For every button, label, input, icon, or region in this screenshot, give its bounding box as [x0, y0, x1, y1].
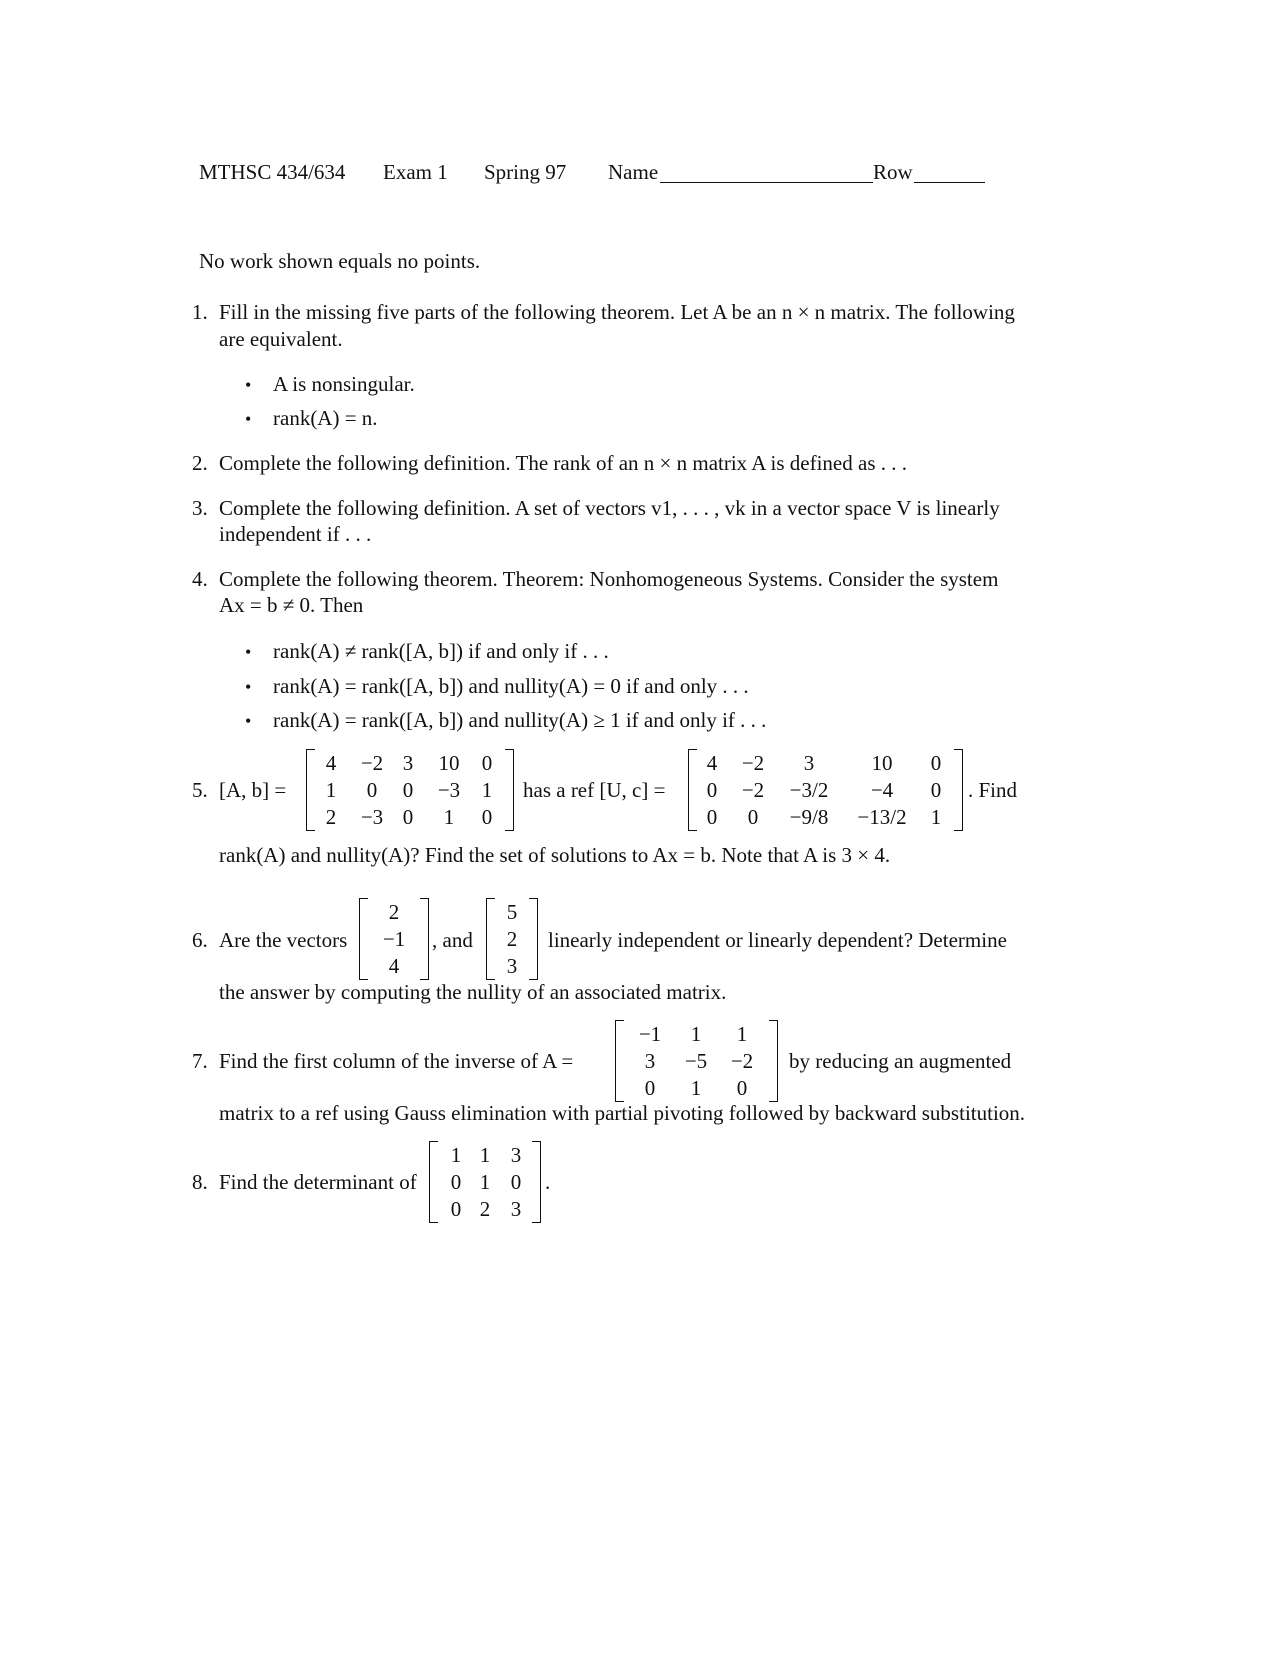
q6-pre-text: Are the vectors [219, 928, 348, 952]
matrix-entry: 0 [736, 1076, 748, 1100]
matrix-entry: 0 [930, 778, 942, 802]
matrix-entry: −3/2 [789, 778, 829, 802]
matrix-entry: 0 [510, 1170, 522, 1194]
matrix-entry: 4 [706, 751, 718, 775]
q1-number: 1. [192, 300, 208, 324]
matrix-entry: 1 [325, 778, 337, 802]
matrix-a [615, 1020, 778, 1102]
q4-bullet-2 [245, 672, 749, 701]
bullet-icon: • [245, 711, 252, 731]
matrix-entry: 0 [402, 778, 414, 802]
matrix-entry: 5 [506, 900, 518, 924]
q4-bullet-1-text: rank(A) ≠ rank([A, b]) if and only if . . . [273, 639, 609, 663]
matrix-entry: 1 [690, 1076, 702, 1100]
q2-number: 2. [192, 451, 208, 475]
exam-title: Exam 1 [383, 160, 448, 184]
matrix-entry: −2 [741, 778, 765, 802]
q6-text-line2: the answer by computing the nullity of an associated matrix. [219, 980, 727, 1004]
matrix-entry: −3 [360, 805, 384, 829]
right-bracket [769, 1020, 778, 1102]
matrix-entry: −2 [730, 1049, 754, 1073]
matrix-entry: 2 [506, 927, 518, 951]
matrix-a-b [306, 749, 514, 831]
matrix-entry: −4 [870, 778, 894, 802]
matrix-entry: 0 [481, 805, 493, 829]
matrix-entry: −2 [741, 751, 765, 775]
bullet-icon: • [245, 409, 252, 429]
q5-tail-text: . Find [968, 778, 1018, 802]
matrix-entry: 2 [325, 805, 337, 829]
matrix-entry: 10 [871, 751, 893, 775]
q7-pre-text: Find the first column of the inverse of A = [219, 1049, 574, 1073]
bullet-icon: • [245, 375, 252, 395]
q4-bullet-2-text: rank(A) = rank([A, b]) and nullity(A) = 0 if and only . . . [273, 674, 749, 698]
q3-text-line2: independent if . . . [219, 522, 372, 546]
matrix-determinant [429, 1141, 541, 1223]
matrix-entry: 0 [402, 805, 414, 829]
matrix-entry: 2 [479, 1197, 491, 1221]
q1-text-line2: are equivalent. [219, 327, 343, 351]
q4-text-line2: Ax = b ≠ 0. Then [219, 593, 364, 617]
q1-bullet-1-text: A is nonsingular. [273, 372, 415, 396]
row-blank[interactable] [914, 182, 985, 183]
matrix-entry: −5 [684, 1049, 708, 1073]
matrix-entry: 0 [706, 805, 718, 829]
q3-number: 3. [192, 496, 208, 520]
matrix-entry: 3 [510, 1197, 522, 1221]
q5-number: 5. [192, 778, 208, 802]
q1-bullet-2 [245, 404, 378, 433]
matrix-entry: 1 [930, 805, 942, 829]
q7-text-line2: matrix to a ref using Gauss elimination with partial pivoting followed by backward substitution. [219, 1101, 1026, 1125]
q8-number: 8. [192, 1170, 208, 1194]
matrix-entry: 1 [443, 805, 455, 829]
matrix-entry: 0 [450, 1170, 462, 1194]
matrix-entry: −13/2 [857, 805, 907, 829]
matrix-entry: 2 [388, 900, 400, 924]
matrix-entry: 1 [481, 778, 493, 802]
matrix-entry: 0 [706, 778, 718, 802]
matrix-entry: 0 [747, 805, 759, 829]
q6-post-text: linearly independent or linearly dependent? Determine [548, 928, 1007, 952]
q7-number: 7. [192, 1049, 208, 1073]
q1-bullet-1 [245, 370, 415, 399]
matrix-u-c [688, 749, 963, 831]
matrix-entry: −1 [382, 927, 406, 951]
q7-post-text: by reducing an augmented [789, 1049, 1012, 1073]
q4-bullet-1 [245, 637, 609, 666]
matrix-entry: 0 [644, 1076, 656, 1100]
matrix-entry: 0 [930, 751, 942, 775]
matrix-entry: −3 [437, 778, 461, 802]
matrix-entry: 3 [803, 751, 815, 775]
matrix-entry: 1 [736, 1022, 748, 1046]
course-code: MTHSC 434/634 [199, 160, 346, 184]
matrix-entry: 1 [479, 1143, 491, 1167]
name-label: Name [608, 160, 659, 184]
matrix-entry: −9/8 [789, 805, 829, 829]
matrix-entry: 1 [479, 1170, 491, 1194]
instructions: No work shown equals no points. [199, 249, 481, 273]
vector-2 [486, 898, 538, 980]
q8-post-text: . [545, 1170, 551, 1194]
q4-text-line1: Complete the following theorem. Theorem: Nonhomogeneous Systems. Consider the system [219, 567, 999, 591]
q4-bullet-3 [245, 706, 766, 735]
name-blank[interactable] [660, 182, 873, 183]
matrix-entry: 3 [644, 1049, 656, 1073]
q1-text-line1: Fill in the missing five parts of the following theorem. Let A be an n × n matrix. The following [219, 300, 1015, 324]
matrix-entry: 10 [438, 751, 460, 775]
q3-text-line1: Complete the following definition. A set of vectors v1, . . . , vk in a vector space V is linearly [219, 496, 1000, 520]
matrix-entry: 3 [506, 954, 518, 978]
matrix-entry: 0 [450, 1197, 462, 1221]
bullet-icon: • [245, 642, 252, 662]
q2-text: Complete the following definition. The rank of an n × n matrix A is defined as . . . [219, 451, 907, 475]
matrix-entry: −2 [360, 751, 384, 775]
q6-and-text: , and [432, 928, 473, 952]
matrix-entry: 0 [481, 751, 493, 775]
exam-term: Spring 97 [484, 160, 567, 184]
matrix-entry: 3 [402, 751, 414, 775]
q8-pre-text: Find the determinant of [219, 1170, 417, 1194]
q4-number: 4. [192, 567, 208, 591]
vector-1 [359, 898, 429, 980]
matrix-entry: −1 [638, 1022, 662, 1046]
row-label: Row [873, 160, 913, 184]
bullet-icon: • [245, 677, 252, 697]
matrix-entry: 4 [388, 954, 400, 978]
matrix-entry: 1 [450, 1143, 462, 1167]
q5-text-line2: rank(A) and nullity(A)? Find the set of solutions to Ax = b. Note that A is 3 × 4. [219, 843, 891, 867]
q5-mid-text: has a ref [U, c] = [523, 778, 666, 802]
q6-number: 6. [192, 928, 208, 952]
q4-bullet-3-text: rank(A) = rank([A, b]) and nullity(A) ≥ 1 if and only if . . . [273, 708, 767, 732]
q5-lhs: [A, b] = [219, 778, 287, 802]
q1-bullet-2-text: rank(A) = n. [273, 406, 378, 430]
matrix-entry: 0 [366, 778, 378, 802]
matrix-entry: 4 [325, 751, 337, 775]
matrix-entry: 1 [690, 1022, 702, 1046]
matrix-entry: 3 [510, 1143, 522, 1167]
